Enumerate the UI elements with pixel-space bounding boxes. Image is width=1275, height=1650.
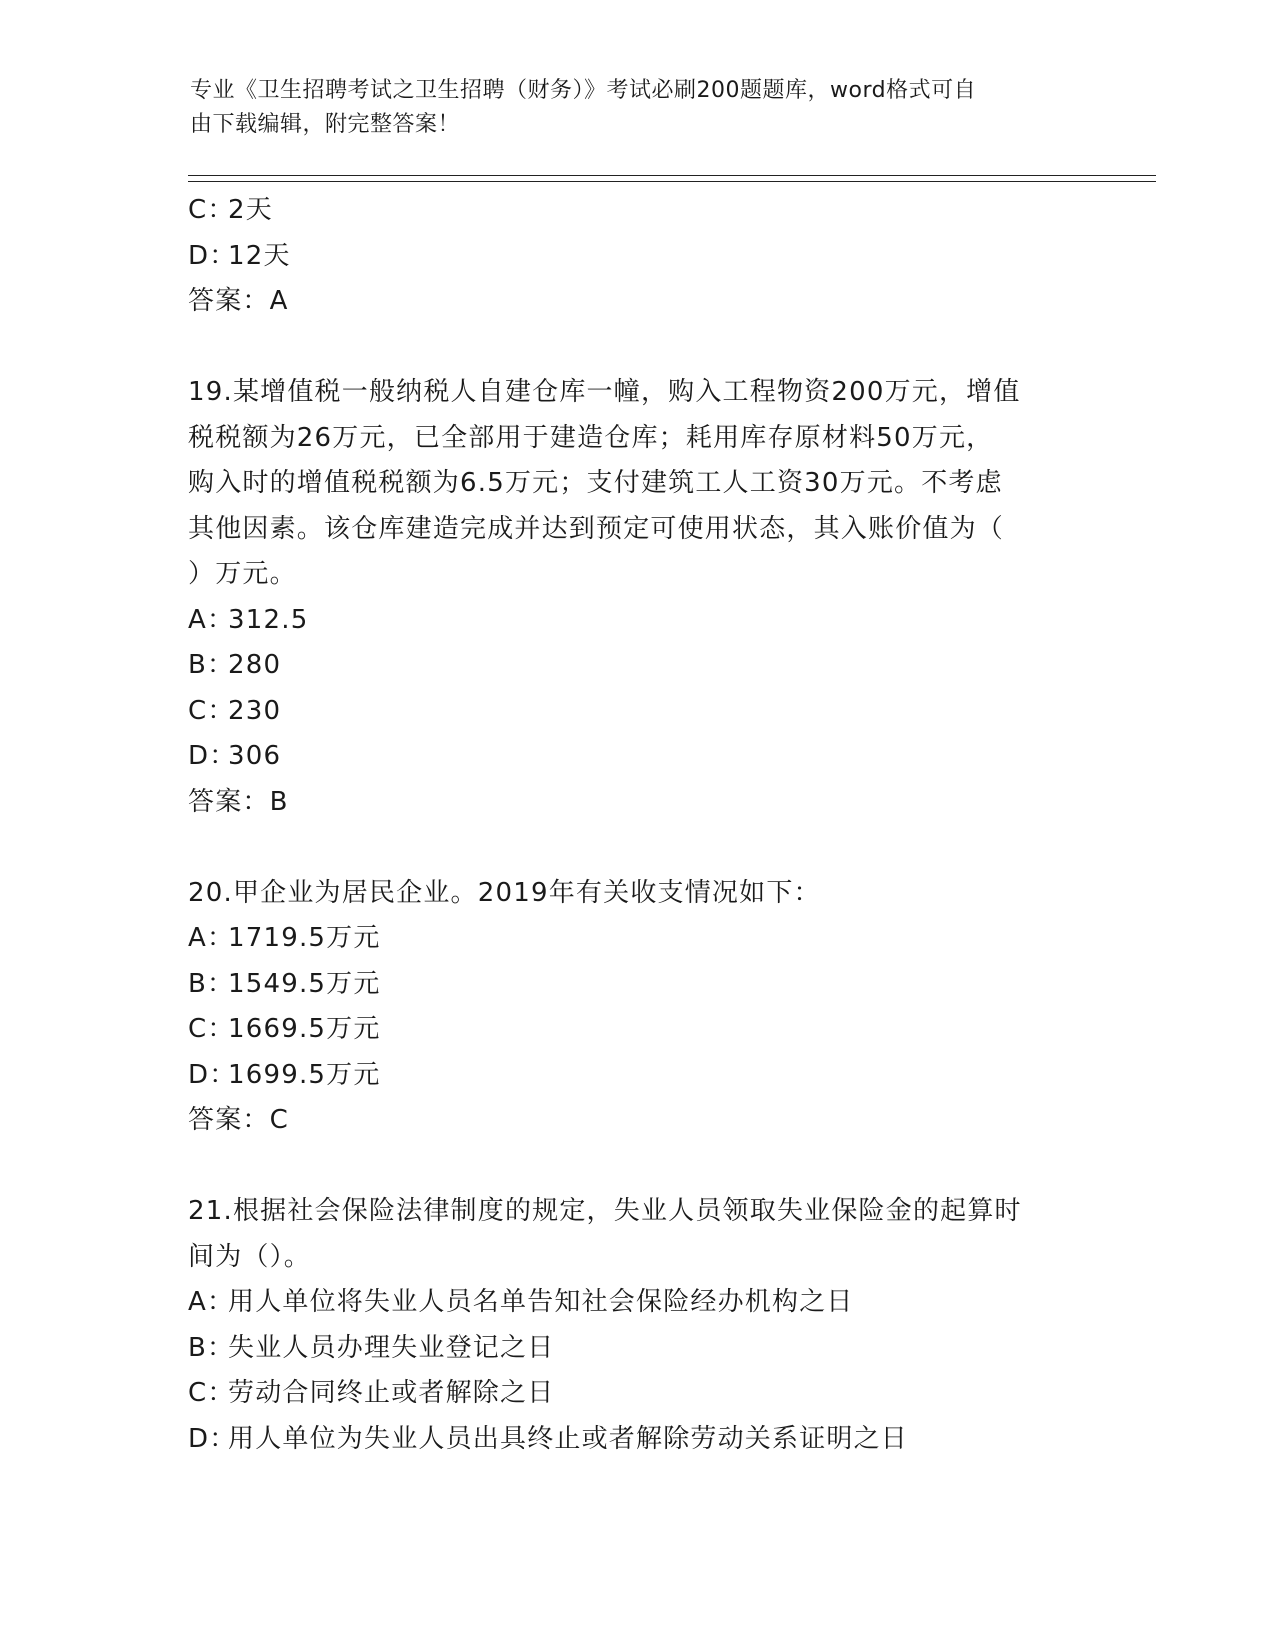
option-text: 312.5 [228, 604, 309, 635]
header-line-1: 专业《卫生招聘考试之卫生招聘（财务）》考试必刷200题题库，word格式可自 [190, 78, 977, 103]
option-line [188, 1417, 1088, 1463]
option-line [188, 643, 1088, 689]
question-stem-line: 其他因素。该仓库建造完成并达到预定可使用状态，其入账价值为（ [188, 513, 1005, 544]
option-line [188, 962, 1088, 1008]
option-line [188, 689, 1088, 735]
option-text: 306 [228, 741, 282, 771]
option-text: 失业人员办理失业登记之日 [228, 1332, 555, 1363]
option-text: 2天 [228, 195, 273, 225]
option-label: A： [188, 604, 235, 635]
answer-line: 答案：A [188, 286, 289, 316]
option-label: C： [188, 695, 235, 726]
option-text: 1719.5万元 [228, 923, 381, 953]
prev-question [188, 188, 1088, 325]
document-header [190, 74, 1080, 142]
option-text: 劳动合同终止或者解除之日 [228, 1378, 555, 1408]
option-label: D： [188, 741, 237, 771]
question-stem-line: 19.某增值税一般纳税人自建仓库一幢，购入工程物资200万元，增值 [188, 377, 1021, 407]
option-text: 280 [228, 650, 282, 680]
option-line [188, 1053, 1088, 1099]
option-text: 12天 [228, 240, 291, 271]
option-label: C： [188, 1014, 235, 1044]
option-text: 用人单位将失业人员名单告知社会保险经办机构之日 [228, 1287, 854, 1317]
option-label: D： [188, 1059, 237, 1090]
question-20 [188, 871, 1088, 1144]
option-label: D： [188, 1423, 237, 1454]
option-label: D： [188, 240, 237, 271]
question-stem-line: 间为（）。 [188, 1241, 312, 1272]
option-text: 1699.5万元 [228, 1059, 381, 1090]
question-stem-line: 购入时的增值税税额为6.5万元；支付建筑工人工资30万元。不考虑 [188, 468, 1003, 498]
option-text: 用人单位为失业人员出具终止或者解除劳动关系证明之日 [228, 1423, 909, 1454]
option-line [188, 234, 1088, 280]
question-21 [188, 1189, 1088, 1462]
option-line [188, 1326, 1088, 1372]
question-19 [188, 370, 1088, 825]
option-label: B： [188, 1332, 235, 1363]
option-line [188, 1280, 1088, 1326]
option-line [188, 598, 1088, 644]
option-label: B： [188, 968, 235, 999]
header-line-2: 由下载编辑，附完整答案！ [190, 112, 461, 137]
question-stem-line: 税税额为26万元，已全部用于建造仓库；耗用库存原材料50万元， [188, 422, 994, 453]
spacer [188, 325, 1088, 371]
option-text: 1549.5万元 [228, 968, 381, 999]
option-label: C： [188, 195, 235, 225]
question-stem-line: 20.甲企业为居民企业。2019年有关收支情况如下： [188, 877, 821, 908]
spacer [188, 1144, 1088, 1190]
option-text: 230 [228, 695, 282, 726]
answer-line: 答案：B [188, 786, 289, 817]
answer-line: 答案：C [188, 1105, 289, 1135]
question-stem-line: ）万元。 [188, 559, 297, 589]
option-label: B： [188, 650, 235, 680]
question-stem-line: 21.根据社会保险法律制度的规定，失业人员领取失业保险金的起算时 [188, 1196, 1022, 1226]
header-rule-top [188, 175, 1156, 176]
option-line [188, 916, 1088, 962]
option-line [188, 1007, 1088, 1053]
option-line [188, 188, 1088, 234]
spacer [188, 825, 1088, 871]
option-text: 1669.5万元 [228, 1014, 381, 1044]
option-label: A： [188, 1287, 235, 1317]
option-line [188, 734, 1088, 780]
option-label: A： [188, 923, 235, 953]
option-label: C： [188, 1378, 235, 1408]
header-rule-bottom [188, 181, 1156, 182]
document-body [188, 188, 1088, 1462]
option-line [188, 1371, 1088, 1417]
